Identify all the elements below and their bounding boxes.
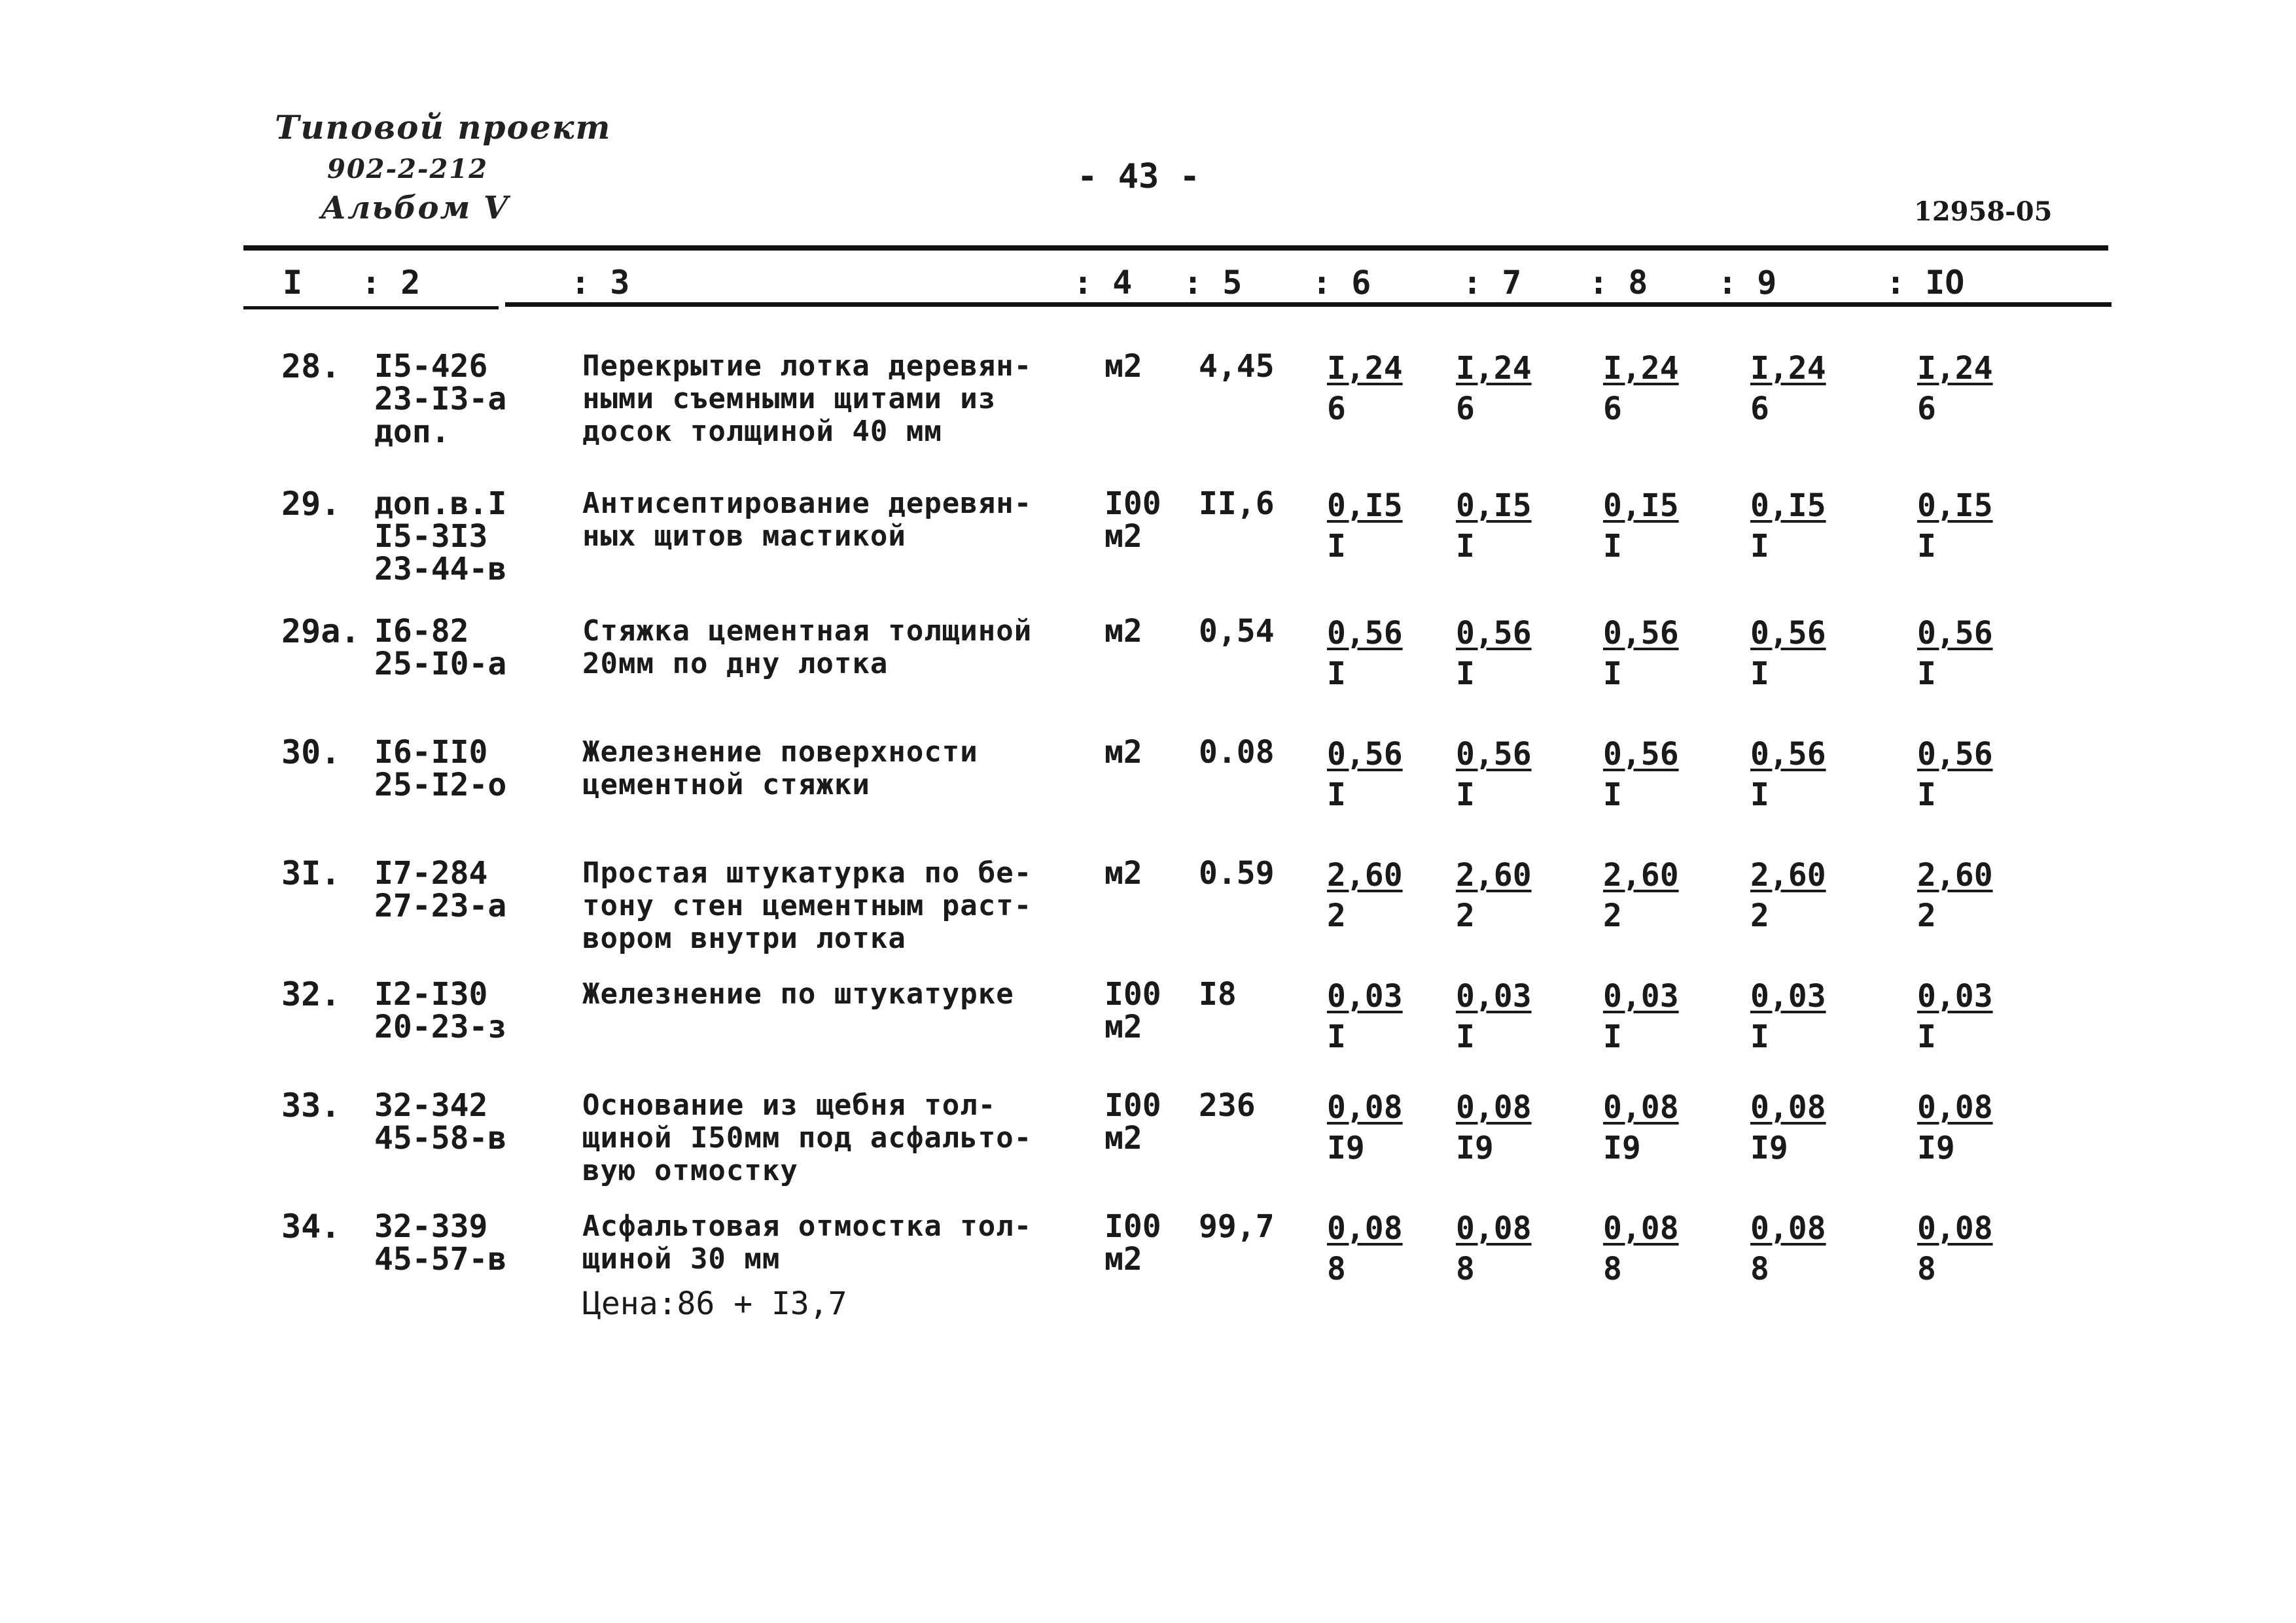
row-value-col-7 [1456,1089,1532,1166]
value-denominator: I [1327,777,1346,813]
value-denominator: I [1327,1019,1346,1055]
value-denominator: 2 [1603,898,1622,934]
value-numerator: 2,60 [1750,857,1826,894]
value-denominator: 2 [1750,898,1769,934]
row-value-col-9 [1750,350,1826,427]
row-value-col-7 [1456,487,1532,565]
row-value-col-10 [1917,857,1993,934]
row-value-col-8 [1603,615,1679,692]
row-number: 30. [281,733,341,771]
row-value-col-7 [1456,1210,1532,1287]
value-denominator: 8 [1917,1251,1936,1287]
value-denominator: I [1603,1019,1622,1055]
value-denominator: I9 [1750,1130,1788,1166]
row-value-col-10 [1917,350,1993,427]
value-numerator: 2,60 [1917,857,1993,894]
row-quantity: 0,54 [1199,613,1275,650]
value-denominator: I [1456,1019,1475,1055]
value-numerator: 0,56 [1456,736,1532,773]
row-value-col-6 [1327,1210,1403,1287]
value-denominator: 8 [1327,1251,1346,1287]
row-norm-code: I7-284 27-23-а [374,855,507,924]
value-numerator: 0,08 [1327,1089,1403,1126]
value-denominator: I9 [1456,1130,1494,1166]
row-unit: м2 [1104,734,1142,771]
value-numerator: I,24 [1327,350,1403,387]
value-denominator: I [1750,777,1769,813]
value-denominator: I [1917,1019,1936,1055]
row-value-col-10 [1917,978,1993,1055]
row-description: Перекрытие лотка деревян- ными съемными щитами из досок толщиной 40 мм [582,349,1033,448]
value-numerator: 0,56 [1750,615,1826,652]
table-header-rule-right [505,302,2111,307]
page-number: - 43 - [1077,157,1200,196]
row-value-col-9 [1750,487,1826,565]
row-value-col-8 [1603,350,1679,427]
row-norm-code: 32-342 45-58-в [374,1087,507,1157]
value-denominator: 6 [1456,391,1475,427]
value-denominator: I [1327,528,1346,565]
row-description: Основание из щебня тол- щиной I50мм под асфальто- вую отмостку [582,1089,1033,1187]
row-norm-code: I6-II0 25-I2-о [374,734,507,803]
value-numerator: 0,08 [1603,1089,1679,1126]
value-numerator: 0,08 [1750,1210,1826,1247]
value-denominator: 8 [1603,1251,1622,1287]
value-numerator: 0,03 [1917,978,1993,1015]
table-top-rule [243,245,2108,251]
value-denominator: 2 [1327,898,1346,934]
value-denominator: I9 [1327,1130,1365,1166]
value-numerator: 0,56 [1603,615,1679,652]
value-denominator: I [1603,777,1622,813]
row-number: 29а. [281,612,361,650]
row-number: 28. [281,347,341,385]
value-denominator: 6 [1327,391,1346,427]
value-numerator: 0,56 [1917,736,1993,773]
row-description: Стяжка цементная толщиной 20мм по дну лотка [582,614,1033,680]
value-numerator: 0,56 [1750,736,1826,773]
row-norm-code: I2-I30 20-23-з [374,976,507,1045]
handwritten-album-number: Альбом V [321,190,510,226]
row-quantity: 0.08 [1199,734,1275,771]
value-denominator: 6 [1750,391,1769,427]
row-value-col-9 [1750,978,1826,1055]
row-value-col-9 [1750,1210,1826,1287]
value-denominator: 6 [1603,391,1622,427]
value-numerator: I,24 [1603,350,1679,387]
row-value-col-10 [1917,1210,1993,1287]
row-value-col-8 [1603,736,1679,813]
value-denominator: 2 [1917,898,1936,934]
row-number: 29. [281,485,341,523]
column-header-6: : 6 [1312,264,1371,302]
column-header-9: : 9 [1718,264,1777,302]
row-value-col-6 [1327,350,1403,427]
value-denominator: 6 [1917,391,1936,427]
value-numerator: 2,60 [1603,857,1679,894]
column-header-7: : 7 [1462,264,1522,302]
value-denominator: I [1456,655,1475,692]
value-numerator: 0,56 [1327,736,1403,773]
value-numerator: 0,56 [1603,736,1679,773]
row-value-col-9 [1750,857,1826,934]
row-value-col-10 [1917,736,1993,813]
price-line: Цена:86 + I3,7 [582,1285,847,1322]
value-numerator: 0,I5 [1456,487,1532,524]
value-numerator: 2,60 [1327,857,1403,894]
row-value-col-7 [1456,857,1532,934]
row-value-col-8 [1603,1210,1679,1287]
row-value-col-8 [1603,487,1679,565]
value-denominator: I [1456,528,1475,565]
row-number: 33. [281,1087,341,1125]
column-header-3: : 3 [571,264,630,302]
column-header-1: I [283,264,303,302]
value-denominator: I [1917,528,1936,565]
value-numerator: 0,I5 [1917,487,1993,524]
column-header-8: : 8 [1589,264,1648,302]
row-value-col-7 [1456,350,1532,427]
row-norm-code: I6-82 25-I0-а [374,613,507,682]
row-value-col-7 [1456,978,1532,1055]
row-description: Асфальтовая отмостка тол- щиной 30 мм [582,1210,1033,1276]
value-numerator: 0,03 [1750,978,1826,1015]
column-header-5: : 5 [1183,264,1243,302]
value-numerator: 0,I5 [1603,487,1679,524]
value-numerator: 0,08 [1750,1089,1826,1126]
row-quantity: 4,45 [1199,348,1275,385]
row-unit: I00 м2 [1104,976,1161,1045]
row-value-col-6 [1327,857,1403,934]
row-value-col-9 [1750,736,1826,813]
value-numerator: 0,56 [1327,615,1403,652]
row-value-col-8 [1603,978,1679,1055]
row-value-col-8 [1603,857,1679,934]
row-value-col-6 [1327,615,1403,692]
row-value-col-10 [1917,487,1993,565]
value-denominator: I [1603,528,1622,565]
row-value-col-7 [1456,615,1532,692]
row-value-col-6 [1327,978,1403,1055]
value-numerator: I,24 [1456,350,1532,387]
row-unit: I00 м2 [1104,1087,1161,1157]
row-quantity: 99,7 [1199,1208,1275,1245]
value-denominator: I9 [1603,1130,1641,1166]
value-numerator: 0,03 [1327,978,1403,1015]
value-denominator: I [1327,655,1346,692]
value-numerator: 0,08 [1327,1210,1403,1247]
value-numerator: 0,56 [1917,615,1993,652]
value-numerator: 0,03 [1603,978,1679,1015]
table-header-rule-left [243,306,499,309]
row-number: 3I. [281,854,341,892]
row-value-col-9 [1750,615,1826,692]
value-numerator: 0,08 [1456,1089,1532,1126]
handwritten-project-title: Типовой проект [275,108,612,147]
row-value-col-10 [1917,615,1993,692]
value-denominator: I9 [1917,1130,1955,1166]
document-code: 12958-05 [1914,196,2053,227]
row-unit: м2 [1104,613,1142,650]
row-quantity: 0.59 [1199,855,1275,892]
value-denominator: I [1917,655,1936,692]
row-value-col-6 [1327,487,1403,565]
row-quantity: II,6 [1199,485,1275,522]
value-denominator: 2 [1456,898,1475,934]
column-header-4: : 4 [1073,264,1133,302]
column-header-2: : 2 [361,264,421,302]
value-numerator: 0,08 [1917,1210,1993,1247]
value-numerator: 0,08 [1917,1089,1993,1126]
row-description: Антисептирование деревян- ных щитов мастикой [582,487,1033,553]
row-quantity: 236 [1199,1087,1256,1124]
value-denominator: 8 [1456,1251,1475,1287]
value-denominator: I [1750,528,1769,565]
row-number: 32. [281,975,341,1013]
value-denominator: I [1750,1019,1769,1055]
value-numerator: 0,08 [1456,1210,1532,1247]
row-value-col-8 [1603,1089,1679,1166]
value-denominator: I [1603,655,1622,692]
value-numerator: 2,60 [1456,857,1532,894]
value-denominator: I [1917,777,1936,813]
row-number: 34. [281,1208,341,1246]
row-description: Железнение по штукатурке [582,977,1014,1011]
value-numerator: I,24 [1917,350,1993,387]
row-norm-code: доп.в.I I5-3I3 23-44-в [374,485,507,587]
value-numerator: 0,03 [1456,978,1532,1015]
row-description: Простая штукатурка по бе- тону стен цементным раст- вором внутри лотка [582,856,1033,955]
value-denominator: I [1456,777,1475,813]
row-description: Железнение поверхности цементной стяжки [582,735,978,801]
row-value-col-6 [1327,1089,1403,1166]
value-denominator: I [1750,655,1769,692]
row-unit: м2 [1104,855,1142,892]
row-value-col-7 [1456,736,1532,813]
value-numerator: 0,I5 [1750,487,1826,524]
row-value-col-9 [1750,1089,1826,1166]
value-numerator: 0,I5 [1327,487,1403,524]
row-unit: I00 м2 [1104,485,1161,555]
row-unit: I00 м2 [1104,1208,1161,1278]
value-numerator: 0,56 [1456,615,1532,652]
row-quantity: I8 [1199,976,1237,1013]
row-value-col-6 [1327,736,1403,813]
column-header-10: : IO [1886,264,1965,302]
row-unit: м2 [1104,348,1142,385]
handwritten-project-number: 902-2-212 [327,154,489,184]
value-numerator: 0,08 [1603,1210,1679,1247]
row-value-col-10 [1917,1089,1993,1166]
value-denominator: 8 [1750,1251,1769,1287]
row-norm-code: I5-426 23-I3-а доп. [374,348,507,450]
value-numerator: I,24 [1750,350,1826,387]
row-norm-code: 32-339 45-57-в [374,1208,507,1278]
